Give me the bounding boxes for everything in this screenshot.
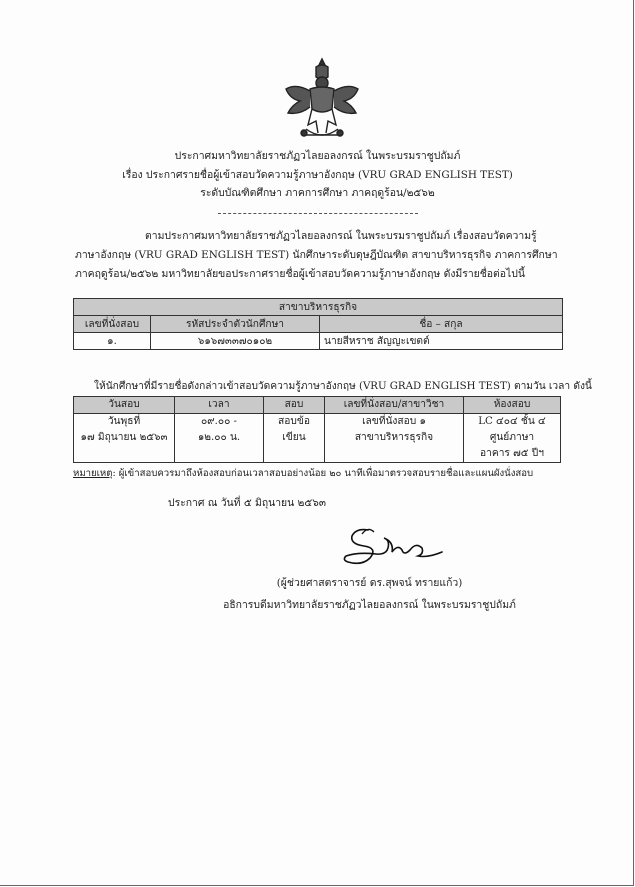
note-label: หมายเหตุ [73, 468, 113, 479]
signatory-position: อธิการบดีมหาวิทยาลัยราชภัฏวไลยอลงกรณ์ ในพระบรมราชูปถัมภ์ [223, 599, 516, 611]
exam-day-cell [74, 414, 175, 463]
seat-field-cell [325, 414, 464, 463]
room-center: ศูนย์ภาษา [489, 432, 535, 443]
exam-time-cell [175, 414, 264, 463]
column-header: เลขที่นั่งสอบ [74, 316, 151, 333]
room-building: อาคาร ๗๕ ปีฯ [480, 448, 544, 459]
announcement-level: ระดับบัณฑิตศึกษา ภาคการศึกษา ภาคฤดูร้อน/๒๕๖๒ [200, 187, 435, 199]
body-paragraph [75, 227, 563, 284]
separator-line [218, 213, 418, 214]
garuda-emblem-icon [282, 55, 362, 143]
body-line: ตามประกาศมหาวิทยาลัยราชภัฏวไลยอลงกรณ์ ในพระบรมราชูปถัมภ์ เรื่องสอบวัดความรู้ [145, 230, 537, 242]
column-header: เลขที่นั่งสอบ/สาขาวิชา [325, 397, 464, 414]
seat-number-cell: ๑. [74, 333, 151, 350]
exam-type-cell: สอบข้อเขียน [264, 414, 325, 463]
column-header: ชื่อ – สกุล [320, 316, 563, 333]
seat-range: เลขที่นั่งสอบ ๑ [362, 416, 426, 427]
students-table [73, 298, 563, 350]
signature-icon [338, 522, 448, 570]
student-name-cell: นายสีหราช สัญญะเขตต์ [320, 333, 563, 350]
student-id-cell: ๖๑๖๗๓๓๗๐๑๐๒ [151, 333, 320, 350]
exam-time-end: ๑๒.๐๐ น. [197, 432, 241, 443]
exam-room-cell [464, 414, 561, 463]
signatory-name: (ผู้ช่วยศาสตราจารย์ ดร.สุพจน์ ทรายแก้ว) [276, 577, 463, 589]
room-number: LC ๔๐๔ ชั้น ๔ [478, 416, 546, 427]
announce-date: ประกาศ ณ วันที่ ๕ มิถุนายน ๒๕๖๓ [168, 497, 326, 509]
exam-time-start: ๐๙.๐๐ - [200, 416, 238, 427]
note [73, 466, 533, 481]
table-title: สาขาบริหารธุรกิจ [74, 299, 563, 316]
table-row [74, 333, 563, 350]
field-of-study: สาขาบริหารธุรกิจ [354, 432, 434, 443]
table-row [74, 414, 561, 463]
body-line: ภาคฤดูร้อน/๒๕๖๒ มหาวิทยาลัยขอประกาศรายชื่อผู้เข้าสอบวัดความรู้ภาษาอังกฤษ ดังมีรายชื่อต่อไปนี้ [75, 268, 525, 280]
column-header: วันสอบ [74, 397, 175, 414]
exam-day-weekday: วันพุธที่ [107, 416, 141, 427]
schedule-table [73, 396, 561, 463]
exam-day-date: ๑๗ มิถุนายน ๒๕๖๓ [80, 432, 168, 443]
schedule-intro: ให้นักศึกษาที่มีรายชื่อดังกล่าวเข้าสอบวัดความรู้ภาษาอังกฤษ (VRU GRAD ENGLISH TEST) ตามวัน เวลา ดังนี้ [94, 381, 592, 392]
announcement-title: ประกาศมหาวิทยาลัยราชภัฏวไลยอลงกรณ์ ในพระบรมราชูปถัมภ์ [174, 150, 461, 162]
announcement-subject: เรื่อง ประกาศรายชื่อผู้เข้าสอบวัดความรู้ภาษาอังกฤษ (VRU GRAD ENGLISH TEST) [122, 169, 513, 181]
column-header: สอบ [264, 397, 325, 414]
body-line: ภาษาอังกฤษ (VRU GRAD ENGLISH TEST) นักศึกษาระดับดุษฎีบัณฑิต สาขาบริหารธุรกิจ ภาคการศึกษา [75, 249, 558, 261]
column-header: เวลา [175, 397, 264, 414]
note-text: : ผู้เข้าสอบควรมาถึงห้องสอบก่อนเวลาสอบอย่างน้อย ๒๐ นาทีเพื่อมาตรวจสอบรายชื่อและแผนผังนั่งสอบ [112, 468, 534, 479]
column-header: รหัสประจำตัวนักศึกษา [151, 316, 320, 333]
column-header: ห้องสอบ [464, 397, 561, 414]
